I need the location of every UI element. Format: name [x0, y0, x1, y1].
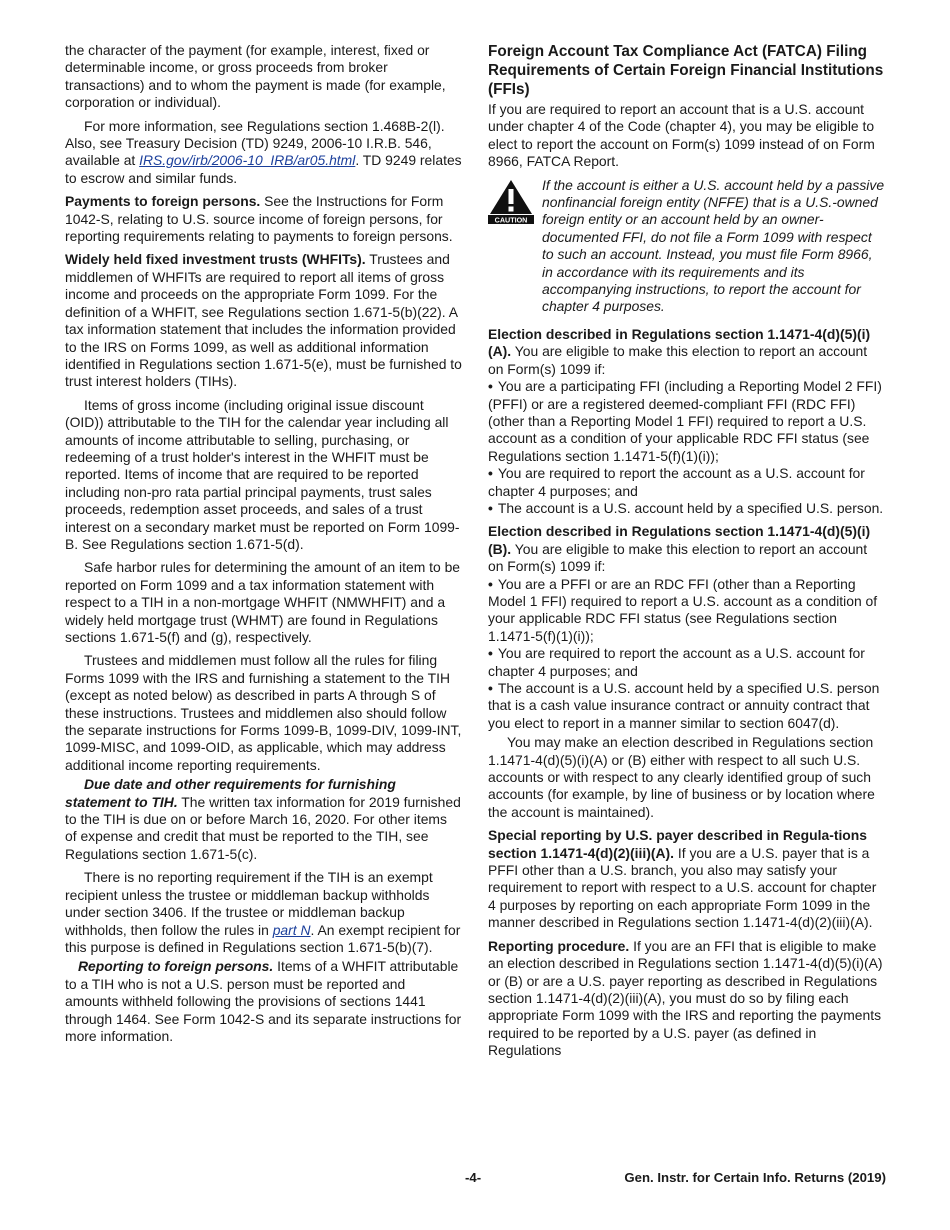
- list-item: • You are a participating FFI (including a Reporting Model 2 FFI) (PFFI) or are a registered deemed-compliant FFI (RDC FFI) (other than a Reporting Model 1 FFI) required to report a U.S. account as a condition of your applicable RDC FFI status (see Regulations section 1.1471-5(f)(1)(i));: [488, 378, 882, 464]
- paragraph-items-gross-income: Items of gross income (including original issue discount (OID)) attributable to the TIH for the calendar year including all amounts of income attributable to selling, purchasing, or redeeming of a trust holder's interest in the WHFIT must be reported. Items of income that are required to be reported including non-pro rata partial principal payments, trust sales proceeds, redemption asset proceeds, and sales of a trust interest on a secondary market must be reported on Form 1099-B. See Regulations section 1.671-5(d).: [65, 396, 460, 552]
- paragraph-may-make-election: You may make an election described in Regulations section 1.1471-4(d)(5)(i)(A) or (B) either with respect to all such U.S. accounts or with respect to any clearly identified group of such accounts (for example, by line of business or by location where the account is maintained).: [488, 734, 875, 820]
- paragraph-no-reporting: There is no reporting requirement if the TIH is an exempt recipient unless the trustee or middleman backup withholds under section 3406. If the trustee or middleman backup withholds, then follow the rules in part N. An exempt recipient for this purpose is defined in Regulations section 1.671-5(b)(7).: [65, 869, 461, 955]
- paragraph-election-b: Election described in Regulations section 1.1471-4(d)(5)(i)(B). You are eligible to make this election to report an account on Form(s) 1099 if:: [488, 523, 871, 575]
- paragraph-safe-harbor: Safe harbor rules for determining the amount of an item to be reported on Form 1099 and a tax information statement with respect to a TIH in a non-mortgage WHFIT (NMWHFIT) and a widely held mortgage trust (WHMT) are found in Regulations sections 1.671-5(f) and (g), respectively.: [65, 559, 461, 645]
- caution-text: If the account is either a U.S. account held by a passive nonfinancial foreign entity (NFFE) that is a U.S.-owned foreign entity or an account held by an owner-documented FFI, do not file a Form 1099 with respect to such an account. Instead, you must file Form 8966, in accordance with its requirements and its accompanying instructions, to report the account for chapter 4 purposes.: [542, 176, 885, 315]
- list-item: • You are required to report the account as a U.S. account for chapter 4 purposes; and: [488, 645, 865, 679]
- caution-box: [488, 177, 886, 316]
- paragraph-whfit: Widely held fixed investment trusts (WHFITs). Trustees and middlemen of WHFITs are required to report all items of gross income and proceeds on the appropriate Form 1099. For the definition of a WHFIT, see Regulations section 1.671-5(b)(22). A tax information statement that includes the information provided to the IRS on Forms 1099, as well as additional information identified in Regulations section 1.671-5(e), must be furnished to trust interest holders (TIHs).: [65, 251, 462, 390]
- run-in-heading: Widely held fixed investment trusts (WHFITs).: [65, 251, 366, 268]
- run-in-heading: Special reporting by U.S. payer described in Regula-tions section 1.1471-4(d)(2)(iii)(A).: [488, 827, 867, 861]
- paragraph-payment-character: the character of the payment (for example, interest, fixed or determinable income, or gross proceeds from broker transactions) and to whom the payment is made (for example, corporation or individual).: [65, 42, 446, 111]
- list-item: • You are a PFFI or are an RDC FFI (other than a Reporting Model 1 FFI) required to report a U.S. account as a condition of your applicable RDC FFI status (see Regulations section 1.1471-5(f)(1)(i));: [488, 575, 878, 644]
- left-column: [65, 42, 462, 1051]
- list-item: • The account is a U.S. account held by a specified U.S. person that is a cash value insurance contract or annuity contract that you elect to report in a manner similar to section 6047(d).: [488, 680, 880, 731]
- paragraph-reporting-procedure: Reporting procedure. If you are an FFI that is eligible to make an election described in Regulations section 1.1471-4(d)(5)(i)(A) or (B) or are a U.S. payer reporting as described in Regulations section 1.1471-4(d)(2)(iii)(A), you must do so by filing each appropriate Form 1099 with the IRS and reporting the payments required to be reported by a U.S. payer (as defined in Regulations: [488, 937, 883, 1059]
- list-item: • You are required to report the account as a U.S. account for chapter 4 purposes; and: [488, 465, 865, 499]
- right-column: [488, 42, 886, 1066]
- paragraph-trustees-rules: Trustees and middlemen must follow all the rules for filing Forms 1099 with the IRS and furnishing a statement to the TIH (except as noted below) as described in parts A through S of these instructions. Trustees and middlemen also should follow the separate instructions for Forms 1099-B, 1099-DIV, 1099-INT, 1099-MISC, and 1099-OID, as applicable, which may address additional income reporting requirements.: [65, 652, 462, 773]
- run-in-heading: Payments to foreign persons.: [65, 193, 261, 210]
- caution-label: CAUTION: [494, 215, 528, 224]
- paragraph-payments-foreign: Payments to foreign persons. See the Instructions for Form 1042-S, relating to U.S. source income of foreign persons, for reporting requirements relating to payments to foreign persons.: [65, 193, 453, 245]
- paragraph-due-date: Due date and other requirements for furnishing statement to TIH. The written tax information for 2019 furnished to the TIH is due on or before March 16, 2020. For other items of expense and credit that must be reported to the TIH, see Regulations section 1.671-5(c).: [65, 776, 461, 862]
- page-number: -4-: [465, 1170, 482, 1185]
- paragraph-reporting-foreign: Reporting to foreign persons. Items of a WHFIT attributable to a TIH who is not a U.S. person must be reported and amounts withheld following the provisions of sections 1441 through 1464. See Form 1042-S and its separate instructions for more information.: [65, 958, 462, 1044]
- run-in-heading: Election described in Regulations section 1.1471-4(d)(5)(i)(B).: [488, 523, 871, 557]
- running-title: Gen. Instr. for Certain Info. Returns (2019): [624, 1170, 886, 1185]
- page-footer: [65, 1170, 886, 1190]
- run-in-heading: Election described in Regulations section 1.1471-4(d)(5)(i)(A).: [488, 325, 871, 360]
- part-n-link[interactable]: part N: [272, 921, 311, 938]
- paragraph-election-a: Election described in Regulations section 1.1471-4(d)(5)(i)(A). You are eligible to make this election to report an account on Form(s) 1099 if:: [488, 325, 871, 377]
- section-title-fatca: Foreign Account Tax Compliance Act (FATCA) Filing Requirements of Certain Foreign Financial Institutions (FFIs): [488, 43, 884, 98]
- paragraph-fatca-intro: If you are required to report an account that is a U.S. account under chapter 4 of the Code (chapter 4), you may be eligible to elect to report the account on Form(s) 1099 instead of on Form 8966, FATCA Report.: [488, 101, 875, 170]
- italic-heading: Reporting to foreign persons.: [78, 958, 274, 975]
- list-item: • The account is a U.S. account held by a specified U.S. person.: [488, 499, 884, 516]
- italic-heading: Due date and other requirements for furnishing statement to TIH.: [65, 776, 396, 810]
- paragraph-special-reporting: Special reporting by U.S. payer described in Regula-tions section 1.1471-4(d)(2)(iii)(A). If you are a U.S. payer that is a PFFI other than a U.S. branch, you also may satisfy your requirement to report with respect to a U.S. account for chapter 4 purposes by reporting on each appropriate Form 1099 in the manner described in Regulations section 1.1471-4(d)(2)(iii)(A).: [488, 827, 877, 931]
- irb-link[interactable]: IRS.gov/irb/2006-10_IRB/ar05.html: [139, 152, 356, 169]
- paragraph-more-info: For more information, see Regulations section 1.468B-2(l). Also, see Treasury Decision (TD) 9249, 2006-10 I.R.B. 546, available at IRS.gov/irb/2006-10_IRB/ar05.html. TD 9249 relates to escrow and similar funds.: [65, 117, 462, 186]
- caution-icon: [488, 178, 534, 316]
- run-in-heading: Reporting procedure.: [488, 937, 630, 954]
